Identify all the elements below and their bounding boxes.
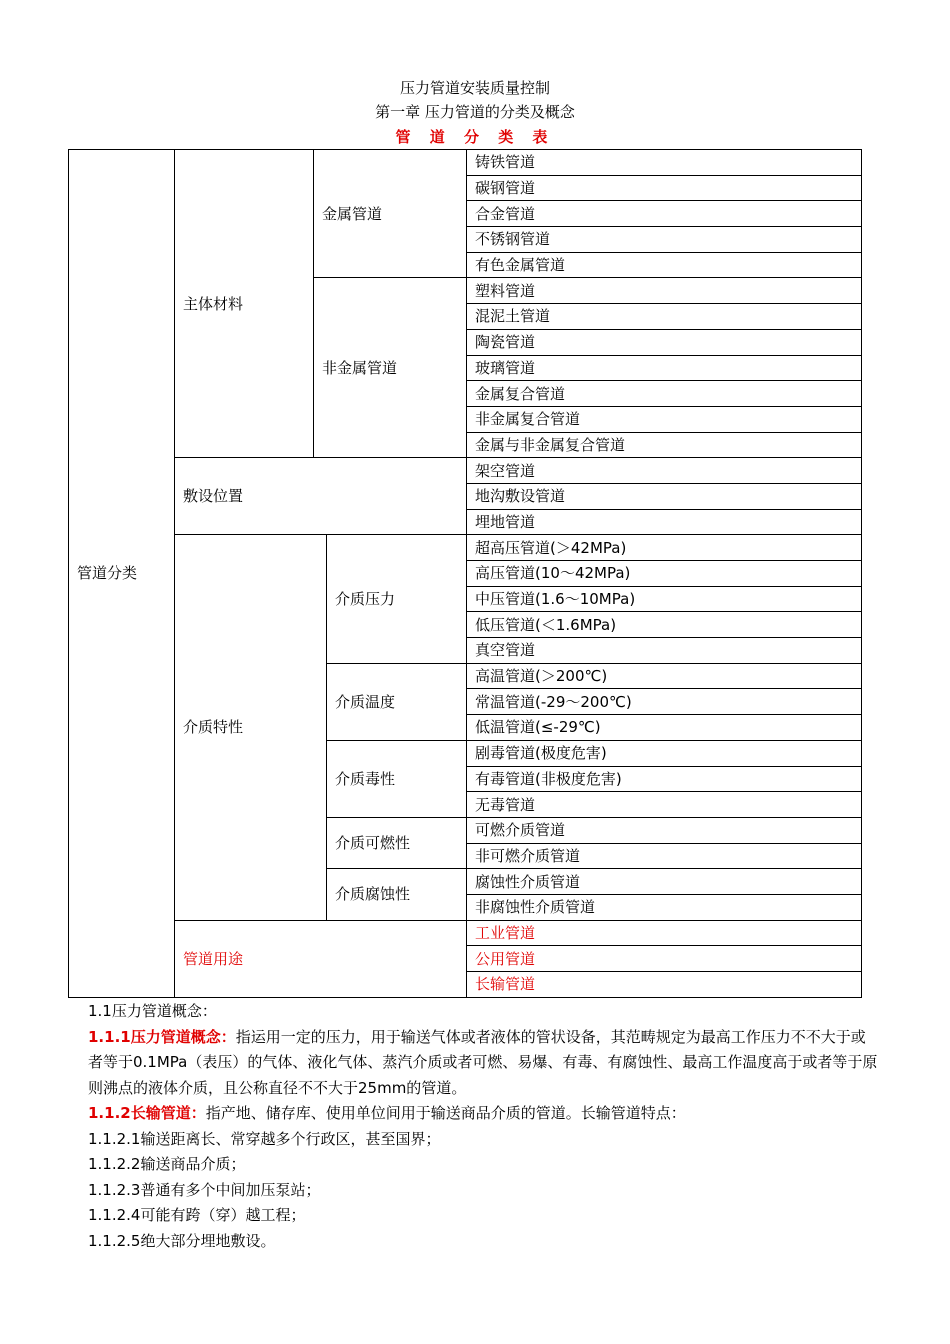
table-row	[69, 458, 862, 484]
section-1-1-2	[88, 1101, 878, 1127]
subcategory-corrosion: 介质腐蚀性	[327, 869, 467, 920]
leaf-item: 埋地管道	[467, 509, 862, 535]
category-medium: 介质特性	[175, 535, 327, 920]
leaf-item: 长输管道	[467, 972, 862, 998]
leaf-item: 无毒管道	[467, 792, 862, 818]
leaf-item: 金属复合管道	[467, 381, 862, 407]
section-1-1-2-heading: 1.1.2长输管道：	[88, 1104, 206, 1122]
root-category: 管道分类	[69, 150, 175, 998]
leaf-item: 碳钢管道	[467, 175, 862, 201]
list-item: 1.1.2.4可能有跨（穿）越工程；	[88, 1206, 306, 1224]
subcategory-flammability: 介质可燃性	[327, 817, 467, 868]
list-item: 1.1.2.3普通有多个中间加压泵站；	[88, 1180, 321, 1199]
subcategory-metal: 金属管道	[314, 150, 467, 278]
section-1-1-1-text: 指运用一定的压力，用于输送气体或者液体的管状设备，其范畴规定为最高工作压力不不大于或者等于0.1MPa（表压）的气体、液化气体、蒸汽介质或者可燃、易爆、有毒、有腐蚀性、最高工作温度高于或者等于原则沸点的液体介质，且公称直径不不大于25mm的管道。	[88, 1027, 878, 1097]
leaf-item: 高压管道(10～42MPa)	[467, 561, 862, 587]
body-text	[88, 999, 878, 1254]
document-title: 压力管道安装质量控制	[399, 79, 550, 97]
section-1-1-1	[88, 1025, 878, 1102]
leaf-item: 陶瓷管道	[467, 329, 862, 355]
section-1-1: 1.1压力管道概念：	[88, 1002, 217, 1020]
table-row	[69, 920, 862, 946]
table-row	[69, 535, 862, 561]
pipe-classification-table	[68, 149, 862, 998]
subcategory-toxicity: 介质毒性	[327, 740, 467, 817]
list-item: 1.1.2.2输送商品介质；	[88, 1155, 246, 1173]
subcategory-pressure: 介质压力	[327, 535, 467, 663]
leaf-item: 有色金属管道	[467, 252, 862, 278]
category-material: 主体材料	[175, 150, 314, 458]
leaf-item: 可燃介质管道	[467, 817, 862, 843]
leaf-item: 合金管道	[467, 201, 862, 227]
leaf-item: 中压管道(1.6～10MPa)	[467, 586, 862, 612]
leaf-item: 真空管道	[467, 638, 862, 664]
section-1-1-1-heading: 1.1.1压力管道概念：	[88, 1027, 236, 1046]
list-item: 1.1.2.1输送距离长、常穿越多个行政区，甚至国界；	[88, 1129, 441, 1148]
leaf-item: 地沟敷设管道	[467, 483, 862, 509]
table-title: 管 道 分 类 表	[395, 128, 555, 146]
leaf-item: 玻璃管道	[467, 355, 862, 381]
leaf-item: 公用管道	[467, 946, 862, 972]
category-usage: 管道用途	[175, 920, 467, 997]
leaf-item: 混泥土管道	[467, 304, 862, 330]
leaf-item: 铸铁管道	[467, 150, 862, 176]
leaf-item: 常温管道(-29～200℃)	[467, 689, 862, 715]
leaf-item: 剧毒管道(极度危害)	[467, 740, 862, 766]
subcategory-nonmetal: 非金属管道	[314, 278, 467, 458]
category-laying: 敷设位置	[175, 458, 467, 535]
leaf-item: 非金属复合管道	[467, 406, 862, 432]
leaf-item: 非可燃介质管道	[467, 843, 862, 869]
leaf-item: 低温管道(≤-29℃)	[467, 715, 862, 741]
subcategory-temperature: 介质温度	[327, 663, 467, 740]
leaf-item: 有毒管道(非极度危害)	[467, 766, 862, 792]
section-1-1-2-text: 指产地、储存库、使用单位间用于输送商品介质的管道。长输管道特点：	[205, 1104, 686, 1122]
table-row	[69, 150, 862, 176]
leaf-item: 工业管道	[467, 920, 862, 946]
leaf-item: 非腐蚀性介质管道	[467, 894, 862, 920]
leaf-item: 腐蚀性介质管道	[467, 869, 862, 895]
leaf-item: 高温管道(＞200℃)	[467, 663, 862, 689]
leaf-item: 架空管道	[467, 458, 862, 484]
leaf-item: 低压管道(＜1.6MPa)	[467, 612, 862, 638]
leaf-item: 塑料管道	[467, 278, 862, 304]
leaf-item: 不锈钢管道	[467, 227, 862, 253]
list-item: 1.1.2.5绝大部分埋地敷设。	[88, 1231, 276, 1250]
leaf-item: 金属与非金属复合管道	[467, 432, 862, 458]
leaf-item: 超高压管道(＞42MPa)	[467, 535, 862, 561]
chapter-title: 第一章 压力管道的分类及概念	[375, 103, 575, 121]
